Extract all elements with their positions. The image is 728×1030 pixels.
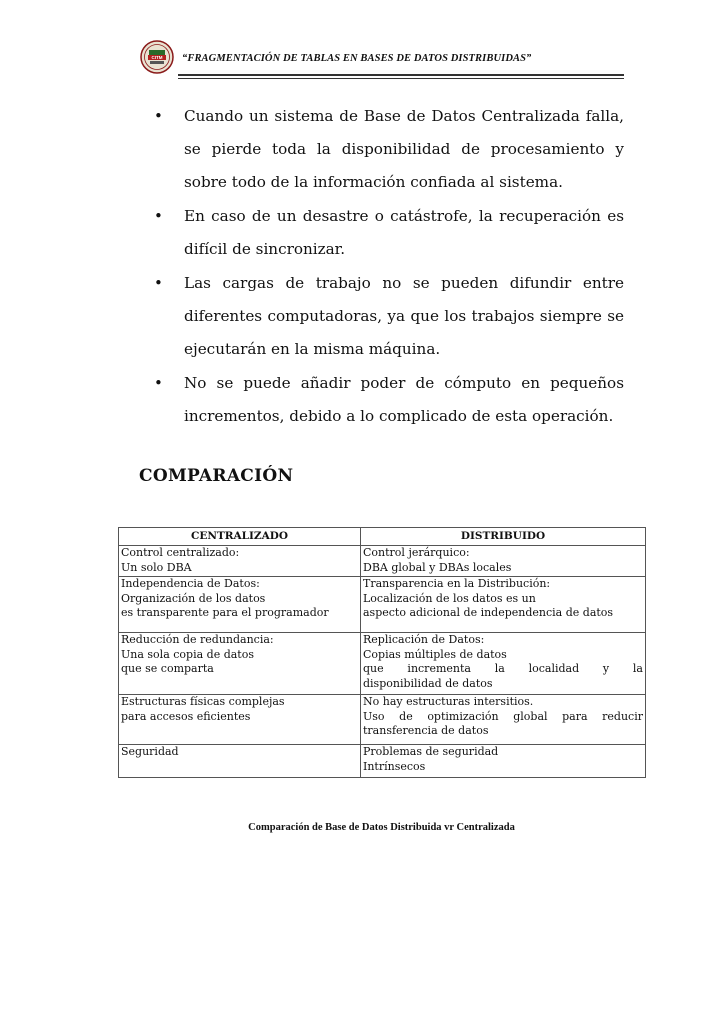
- cell-line: que incrementa la localidad y la: [363, 662, 643, 675]
- header-title: “FRAGMENTACIÓN DE TABLAS EN BASES DE DATOS DISTRIBUIDAS”: [182, 53, 532, 64]
- table-cell: [361, 695, 646, 745]
- cell-line: Transparencia en la Distribución:: [363, 577, 551, 590]
- table-row: [119, 695, 646, 745]
- list-item: [150, 267, 624, 366]
- list-item: [150, 200, 624, 266]
- page-header: [138, 40, 624, 78]
- table-header-row: [119, 528, 646, 546]
- cell-line: es transparente para el programador: [121, 606, 329, 619]
- table-cell: [361, 577, 646, 633]
- table-caption: Comparación de Base de Datos Distribuida vr Centralizada: [248, 822, 515, 833]
- bullet-icon: •: [154, 374, 163, 392]
- cell-line: que se comparta: [121, 662, 214, 675]
- section-heading: COMPARACIÓN: [139, 466, 294, 486]
- cell-line: Un solo DBA: [121, 560, 192, 574]
- bullet-text: Cuando un sistema de Base de Datos Centralizada falla, se pierde toda la disponibilidad de procesamiento y sobre todo de la información confiada al sistema.: [184, 107, 624, 191]
- cell-line: Replicación de Datos:: [363, 633, 485, 646]
- table-cell: [361, 745, 646, 778]
- column-header-distribuido: DISTRIBUIDO: [361, 528, 646, 546]
- cell-line: para accesos eficientes: [121, 709, 251, 723]
- cell-line: Copias múltiples de datos: [363, 647, 507, 661]
- cell-line: Localización de los datos es un: [363, 591, 536, 605]
- table-cell: [119, 695, 361, 745]
- table-cell: [361, 633, 646, 695]
- cell-line: DBA global y DBAs locales: [363, 560, 512, 574]
- cell-line: Uso de optimización global para reducir: [363, 709, 643, 723]
- column-header-centralizado: CENTRALIZADO: [119, 528, 361, 546]
- header-rule-thin: [178, 78, 624, 79]
- cell-line: Control centralizado:: [121, 546, 240, 559]
- cell-line: Independencia de Datos:: [121, 577, 260, 590]
- bullet-text: Las cargas de trabajo no se pueden difundir entre diferentes computadoras, ya que los trabajos siempre se ejecutarán en la misma máquina.: [184, 274, 624, 358]
- table-row: [119, 546, 646, 577]
- table-cell: [119, 745, 361, 778]
- logo-text: CITM: [151, 55, 163, 60]
- table-row: [119, 745, 646, 778]
- cell-line: Organización de los datos: [121, 591, 266, 605]
- table-cell: [119, 546, 361, 577]
- table-cell: [119, 577, 361, 633]
- table-row: [119, 577, 646, 633]
- bullet-icon: •: [154, 207, 163, 225]
- cell-line: Control jerárquico:: [363, 546, 470, 559]
- table-row: [119, 633, 646, 695]
- bullet-icon: •: [154, 107, 163, 125]
- cell-line: Seguridad: [121, 745, 179, 758]
- cell-line: transferencia de datos: [363, 724, 489, 737]
- table-cell: [119, 633, 361, 695]
- table-cell: [361, 546, 646, 577]
- list-item: [150, 367, 624, 433]
- cell-line: No hay estructuras intersitios.: [363, 695, 534, 708]
- cell-line: Reducción de redundancia:: [121, 633, 274, 646]
- list-item: [150, 100, 624, 199]
- institution-seal-icon: [140, 40, 174, 74]
- cell-line: Problemas de seguridad: [363, 745, 499, 758]
- cell-line: Estructuras físicas complejas: [121, 695, 285, 708]
- cell-line: aspecto adicional de independencia de datos: [363, 606, 614, 619]
- bullet-text: En caso de un desastre o catástrofe, la recuperación es difícil de sincronizar.: [184, 207, 624, 258]
- cell-line: disponibilidad de datos: [363, 676, 493, 690]
- header-rule: [178, 74, 624, 76]
- bullet-icon: •: [154, 274, 163, 292]
- cell-line: Intrínsecos: [363, 759, 426, 773]
- cell-line: Una sola copia de datos: [121, 647, 254, 661]
- comparison-table: [118, 527, 646, 778]
- bullet-list: [150, 100, 624, 434]
- bullet-text: No se puede añadir poder de cómputo en pequeños incrementos, debido a lo complicado de esta operación.: [184, 374, 624, 425]
